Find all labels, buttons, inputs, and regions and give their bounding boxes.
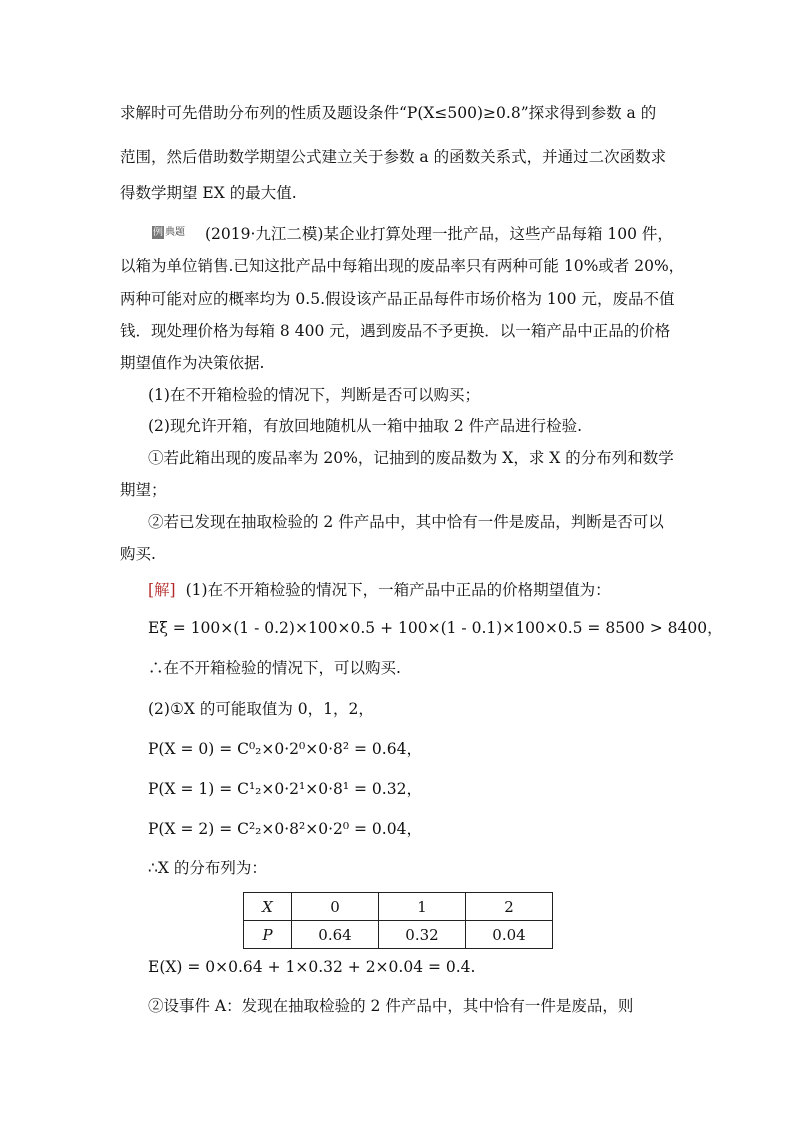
table-cell: 0.04 bbox=[466, 921, 553, 949]
solution-step-1: (1)在不开箱检验的情况下，一箱产品中正品的价格期望值为： bbox=[185, 581, 611, 599]
distribution-intro: ∴X 的分布列为： bbox=[148, 859, 267, 877]
table-cell: 1 bbox=[379, 893, 466, 921]
solution-tag: [解] bbox=[148, 581, 176, 599]
table-row bbox=[244, 921, 553, 949]
question-2: (2)现允许开箱，有放回地随机从一箱中抽取 2 件产品进行检验. bbox=[148, 417, 583, 435]
problem-line-4: 钱．现处理价格为每箱 8 400 元，遇到废品不予更换．以一箱产品中正品的价格 bbox=[120, 322, 671, 340]
problem-line-1: (2019·九江二模)某企业打算处理一批产品，这些产品每箱 100 件， bbox=[205, 225, 673, 243]
distribution-table bbox=[243, 892, 553, 949]
problem-line-3: 两种可能对应的概率均为 0.5.假设该产品正品每件市场价格为 100 元，废品不值 bbox=[120, 290, 675, 308]
table-header-p: P bbox=[244, 921, 292, 949]
solution-conclusion-1: ∴在不开箱检验的情况下，可以购买. bbox=[148, 659, 401, 677]
example-badge-label: 典题 bbox=[165, 227, 185, 238]
table-cell: 0.64 bbox=[292, 921, 379, 949]
solution-step-2: (2)①X 的可能取值为 0，1，2， bbox=[148, 700, 374, 718]
question-2a-line-1: ①若此箱出现的废品率为 20%，记抽到的废品数为 X，求 X 的分布列和数学 bbox=[148, 449, 674, 467]
intro-line-2: 范围，然后借助数学期望公式建立关于参数 a 的函数关系式，并通过二次函数求 bbox=[120, 148, 667, 166]
example-badge-dark: 例 bbox=[153, 227, 163, 238]
question-2b-line-2: 购买. bbox=[120, 545, 156, 563]
question-2b-line-1: ②若已发现在抽取检验的 2 件产品中，其中恰有一件是废品，判断是否可以 bbox=[148, 513, 664, 531]
question-1: (1)在不开箱检验的情况下，判断是否可以购买； bbox=[148, 386, 480, 404]
intro-line-1: 求解时可先借助分布列的性质及题设条件“P(X≤500)≥0.8”探求得到参数 a 的 bbox=[120, 104, 657, 122]
table-row bbox=[244, 893, 553, 921]
expectation-result: E(X) = 0×0.64 + 1×0.32 + 2×0.04 = 0.4. bbox=[148, 958, 476, 976]
example-badge bbox=[152, 225, 192, 240]
table-cell: 0.32 bbox=[379, 921, 466, 949]
intro-line-3: 得数学期望 EX 的最大值. bbox=[120, 184, 297, 202]
prob-x2: P(X = 2) = C²₂×0·8²×0·2⁰ = 0.04， bbox=[148, 820, 422, 838]
problem-line-2: 以箱为单位销售.已知这批产品中每箱出现的废品率只有两种可能 10%或者 20%， bbox=[120, 257, 685, 275]
prob-x1: P(X = 1) = C¹₂×0·2¹×0·8¹ = 0.32， bbox=[148, 780, 422, 798]
solution-line-1 bbox=[148, 580, 611, 600]
table-header-x: X bbox=[244, 893, 292, 921]
event-definition: ②设事件 A：发现在抽取检验的 2 件产品中，其中恰有一件是废品，则 bbox=[148, 997, 634, 1015]
solution-expectation-value: Eξ = 100×(1 - 0.2)×100×0.5 + 100×(1 - 0.1)×100×0.5 = 8500 > 8400， bbox=[148, 619, 723, 637]
problem-line-5: 期望值作为决策依据. bbox=[120, 354, 265, 372]
prob-x0: P(X = 0) = C⁰₂×0·2⁰×0·8² = 0.64， bbox=[148, 740, 422, 758]
table-cell: 2 bbox=[466, 893, 553, 921]
table-cell: 0 bbox=[292, 893, 379, 921]
question-2a-line-2: 期望； bbox=[120, 481, 167, 499]
